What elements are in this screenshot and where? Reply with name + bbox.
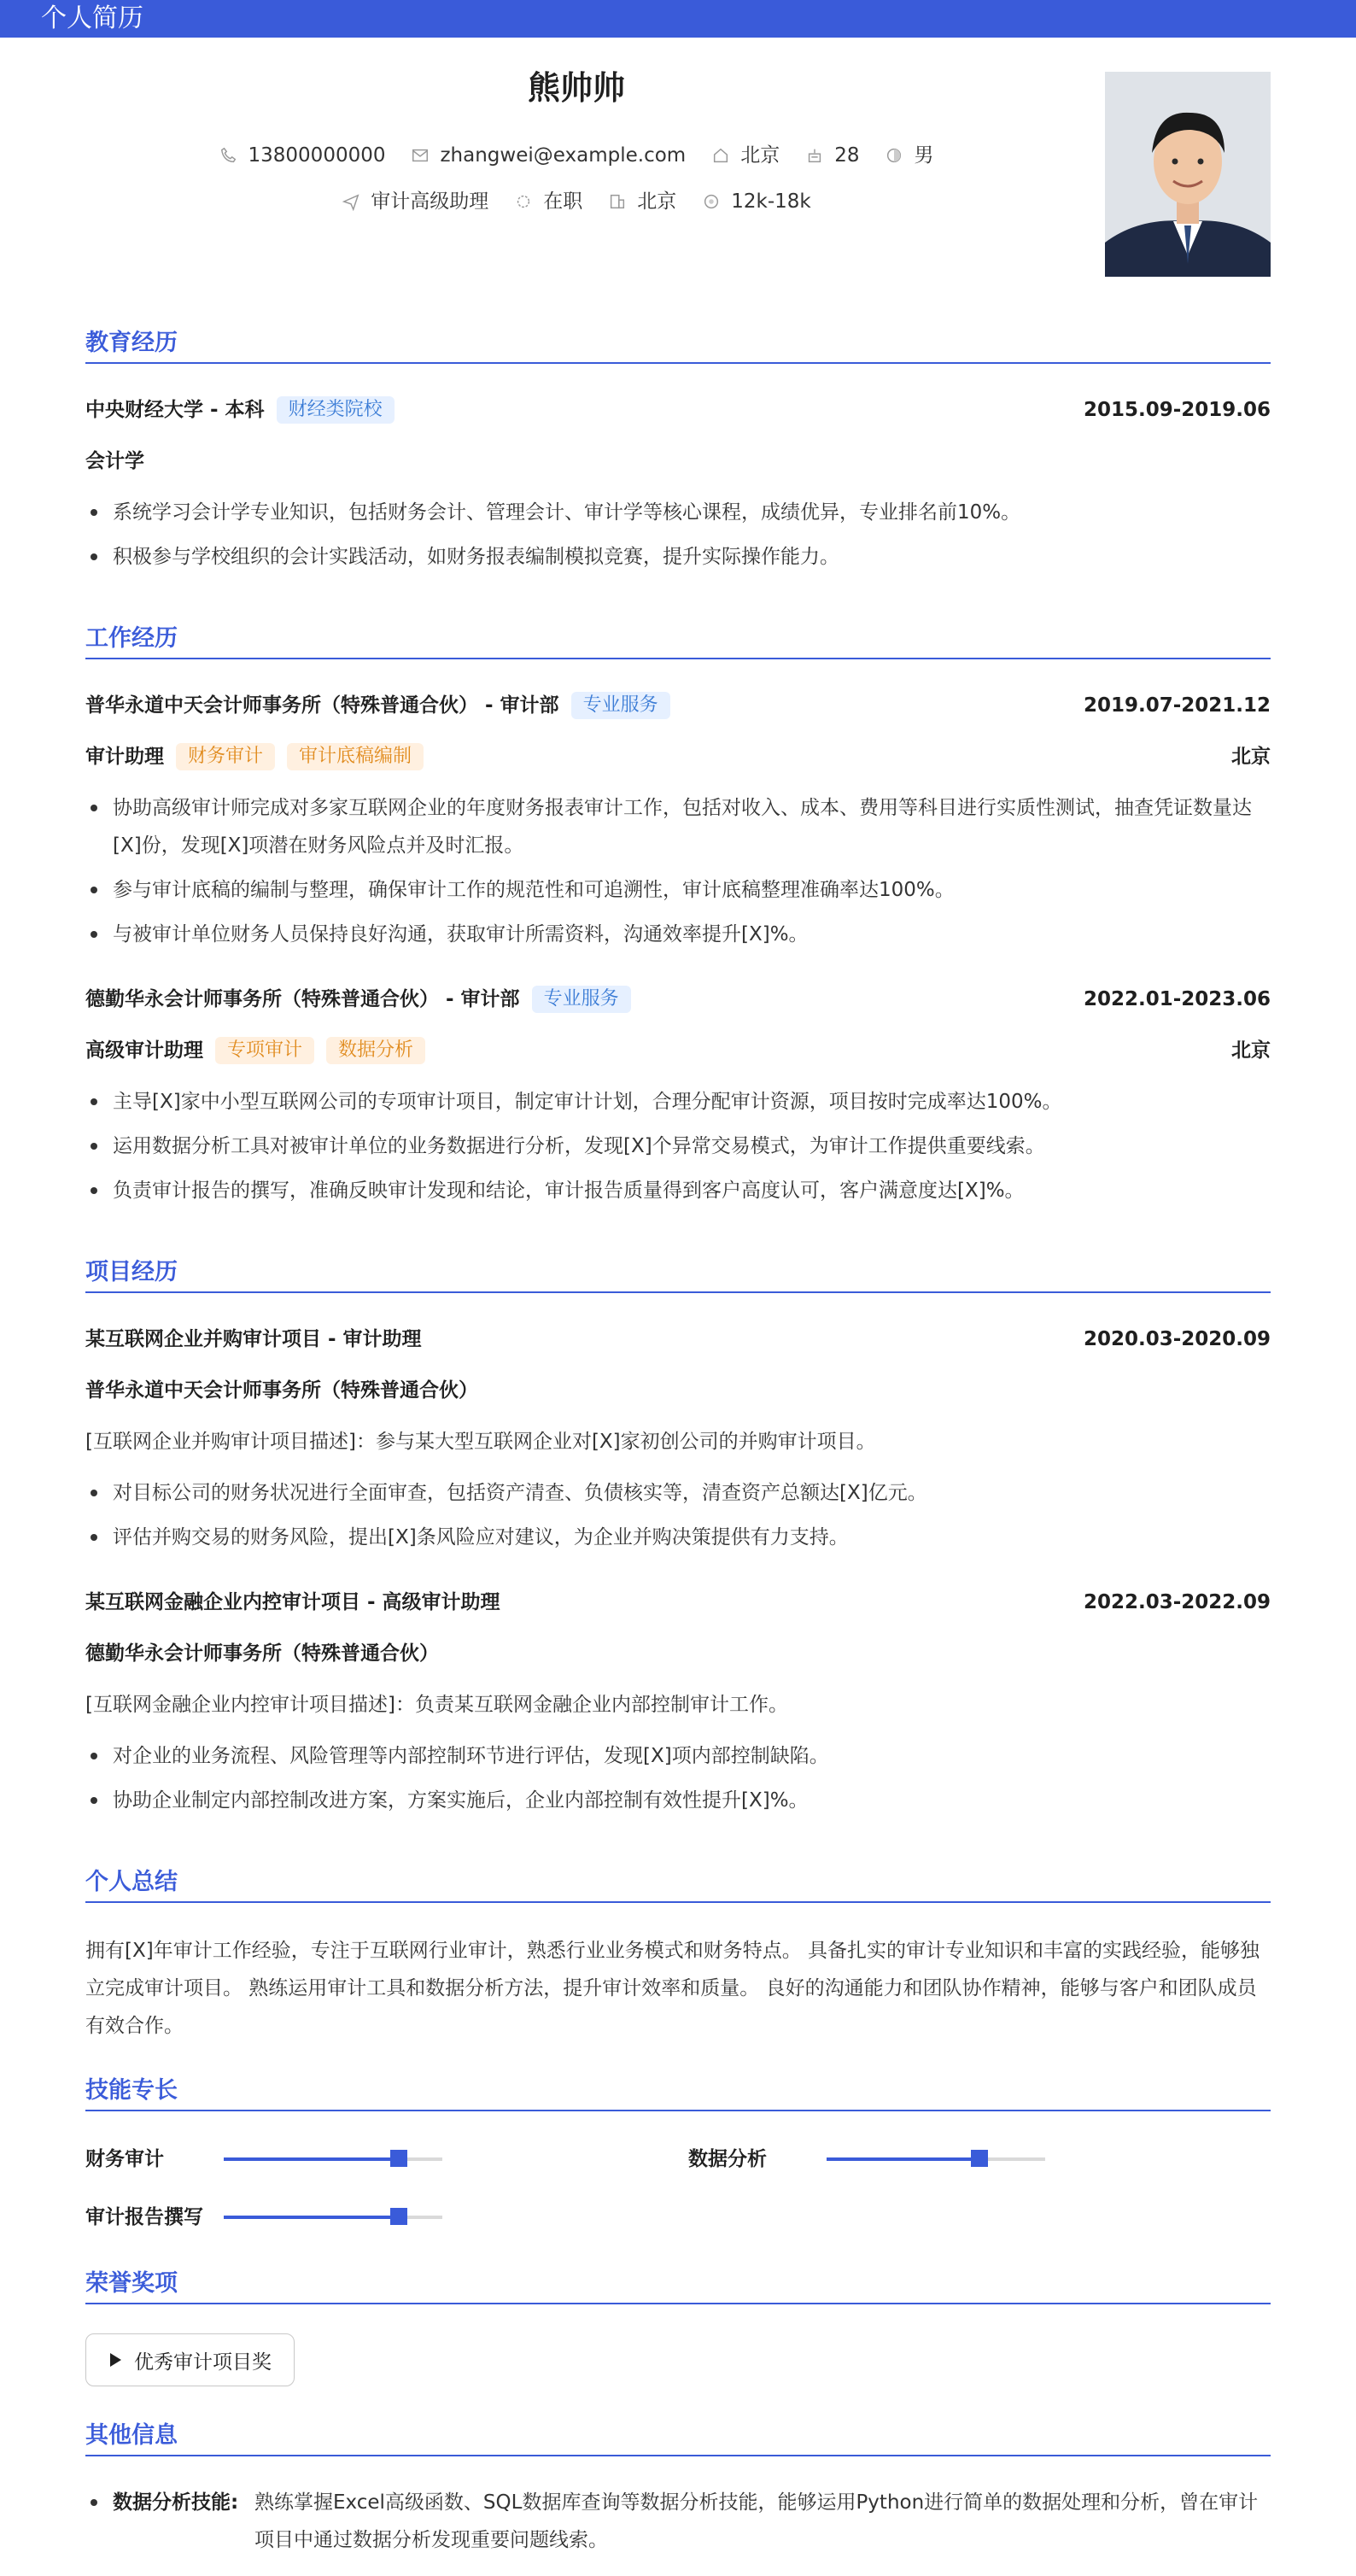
salary-icon [702, 192, 721, 211]
other-section-title: 其他信息 [85, 2421, 1271, 2456]
skill-item [688, 2146, 1045, 2173]
job-city: 北京 [1231, 1039, 1271, 1062]
work-section-title: 工作经历 [85, 624, 1271, 659]
project-name: 某互联网金融企业内控审计项目 - 高级审计助理 [85, 1591, 500, 1613]
phone-text: 13800000000 [248, 144, 386, 167]
status-text: 在职 [543, 190, 583, 213]
gender-icon [885, 146, 903, 165]
project-desc: [互联网企业并购审计项目描述]：参与某大型互联网企业对[X]家初创公司的并购审计项目。 [85, 1431, 876, 1453]
skill-item [85, 2204, 442, 2231]
list-item: 协助高级审计师完成对多家互联网企业的年度财务报表审计工作，包括对收入、成本、费用等科目进行实质性测试，抽查凭证数量达[X]份，发现[X]项潜在财务风险点并及时汇报。 [85, 789, 1271, 864]
project-org: 普华永道中天会计师事务所（特殊普通合伙） [85, 1379, 478, 1402]
job-date: 2022.01-2023.06 [1083, 988, 1271, 1010]
location-item [711, 142, 780, 169]
age-item [805, 142, 859, 169]
job-role-row [85, 743, 1271, 770]
skill-tag: 财务审计 [176, 743, 275, 770]
other-text: 熟练掌握Excel高级函数、SQL数据库查询等数据分析技能，能够运用Python进行简单的数据处理和分析，曾在审计项目中通过数据分析发现重要问题线索。 [254, 2491, 1259, 2551]
award-item[interactable] [85, 2333, 295, 2386]
list-item: 系统学习会计学专业知识，包括财务会计、管理会计、审计学等核心课程，成绩优异，专业排名前10%。 [85, 494, 1271, 531]
city-item [608, 188, 676, 215]
skill-bar-fill [224, 2216, 399, 2219]
list-item: 协助企业制定内部控制改进方案，方案实施后，企业内部控制有效性提升[X]%。 [85, 1782, 1271, 1819]
skill-tag: 专项审计 [215, 1037, 314, 1064]
summary-section-title: 个人总结 [85, 1867, 1271, 1903]
school-tag: 财经类院校 [277, 396, 395, 424]
school-name: 中央财经大学 - 本科 [85, 399, 265, 421]
age-icon [805, 146, 824, 165]
status-icon [514, 192, 533, 211]
email-item [411, 142, 686, 169]
list-item: 主导[X]家中小型互联网公司的专项审计项目，制定审计计划，合理分配审计资源，项目按时完成率达100%。 [85, 1083, 1271, 1121]
project-header [85, 1326, 1271, 1353]
project-name: 某互联网企业并购审计项目 - 审计助理 [85, 1328, 422, 1350]
skill-bar-fill [827, 2157, 979, 2161]
gender-item [885, 142, 933, 169]
position-item [342, 188, 488, 215]
list-item: 积极参与学校组织的会计实践活动，如财务报表编制模拟竞赛，提升实际操作能力。 [85, 538, 1271, 576]
skill-tag: 数据分析 [326, 1037, 425, 1064]
list-item: 负责审计报告的撰写，准确反映审计发现和结论，审计报告质量得到客户高度认可，客户满意度达[X]%。 [85, 1172, 1271, 1209]
list-item: 参与审计底稿的编制与整理，确保审计工作的规范性和可追溯性，审计底稿整理准确率达100%。 [85, 871, 1271, 909]
skill-bar-knob [390, 2150, 407, 2167]
list-item: 对企业的业务流程、风险管理等内部控制环节进行评估，发现[X]项内部控制缺陷。 [85, 1737, 1271, 1775]
candidate-name: 熊帅帅 [527, 69, 625, 107]
list-item: 运用数据分析工具对被审计单位的业务数据进行分析，发现[X]个异常交易模式，为审计工作提供重要线索。 [85, 1127, 1271, 1165]
summary-text: 拥有[X]年审计工作经验，专注于互联网行业审计，熟悉行业业务模式和财务特点。 具备扎实的审计专业知识和丰富的实践经验，能够独立完成审计项目。 熟练运用审计工具和数据分析方法，提升审计效率和质量。 良好的沟通能力和团队协作精神，能够与客户和团队成员有效合作。 [85, 1940, 1260, 2037]
send-icon [342, 192, 360, 211]
job-role: 审计助理 [85, 746, 164, 768]
education-major: 会计学 [85, 450, 144, 472]
skill-tag: 审计底稿编制 [287, 743, 424, 770]
education-header [85, 396, 1271, 424]
skill-name: 财务审计 [85, 2148, 164, 2170]
company-name: 普华永道中天会计师事务所（特殊普通合伙） - 审计部 [85, 694, 559, 717]
header-title: 个人简历 [41, 3, 143, 33]
skill-name: 数据分析 [688, 2148, 767, 2170]
project-date: 2020.03-2020.09 [1083, 1328, 1271, 1350]
award-label: 优秀审计项目奖 [134, 2351, 272, 2374]
honors-section-title: 荣誉奖项 [85, 2269, 1271, 2304]
salary-item [702, 188, 810, 215]
job-header [85, 986, 1271, 1013]
salary-text: 12k-18k [731, 190, 811, 213]
skill-name: 审计报告撰写 [85, 2206, 203, 2228]
industry-tag: 专业服务 [532, 986, 631, 1013]
position-text: 审计高级助理 [371, 190, 489, 213]
job-role-row [85, 1037, 1271, 1064]
skill-bar-fill [224, 2157, 399, 2161]
skill-bar [224, 2216, 442, 2219]
city-text: 北京 [637, 190, 677, 213]
skill-bar-knob [390, 2208, 407, 2225]
email-text: zhangwei@example.com [440, 144, 687, 167]
job-role: 高级审计助理 [85, 1039, 203, 1062]
job-date: 2019.07-2021.12 [1083, 694, 1271, 717]
skills-section-title: 技能专长 [85, 2075, 1271, 2111]
header-bar [0, 0, 1356, 38]
project-section-title: 项目经历 [85, 1257, 1271, 1293]
play-icon [108, 2352, 122, 2368]
status-item [514, 188, 582, 215]
education-date: 2015.09-2019.06 [1083, 399, 1271, 421]
home-icon [711, 146, 730, 165]
skill-bar [224, 2157, 442, 2161]
contact-row [85, 142, 1067, 169]
project-org: 德勤华永会计师事务所（特殊普通合伙） [85, 1642, 439, 1665]
list-item: 与被审计单位财务人员保持良好沟通，获取审计所需资料，沟通效率提升[X]%。 [85, 916, 1271, 953]
project-header [85, 1589, 1271, 1616]
building-icon [608, 192, 627, 211]
skill-bar [827, 2157, 1045, 2161]
bullet-dot [91, 2499, 97, 2506]
location-text: 北京 [740, 144, 780, 167]
job-intent-row [85, 188, 1067, 215]
list-item: 对目标公司的财务状况进行全面审查，包括资产清查、负债核实等，清查资产总额达[X]亿元。 [85, 1474, 1271, 1512]
job-city: 北京 [1231, 746, 1271, 768]
mail-icon [411, 146, 430, 165]
job-header [85, 692, 1271, 719]
education-section-title: 教育经历 [85, 328, 1271, 364]
skill-item [85, 2146, 442, 2173]
industry-tag: 专业服务 [571, 692, 670, 719]
skill-bar-knob [971, 2150, 988, 2167]
phone-icon [219, 146, 238, 165]
phone-item [219, 142, 386, 169]
gender-text: 男 [914, 144, 934, 167]
project-date: 2022.03-2022.09 [1083, 1591, 1271, 1613]
company-name: 德勤华永会计师事务所（特殊普通合伙） - 审计部 [85, 988, 520, 1010]
avatar [1105, 72, 1271, 277]
list-item: 评估并购交易的财务风险，提出[X]条风险应对建议，为企业并购决策提供有力支持。 [85, 1519, 1271, 1556]
other-label: 数据分析技能: [113, 2491, 239, 2514]
project-desc: [互联网金融企业内控审计项目描述]：负责某互联网金融企业内部控制审计工作。 [85, 1694, 788, 1716]
age-text: 28 [834, 144, 860, 167]
